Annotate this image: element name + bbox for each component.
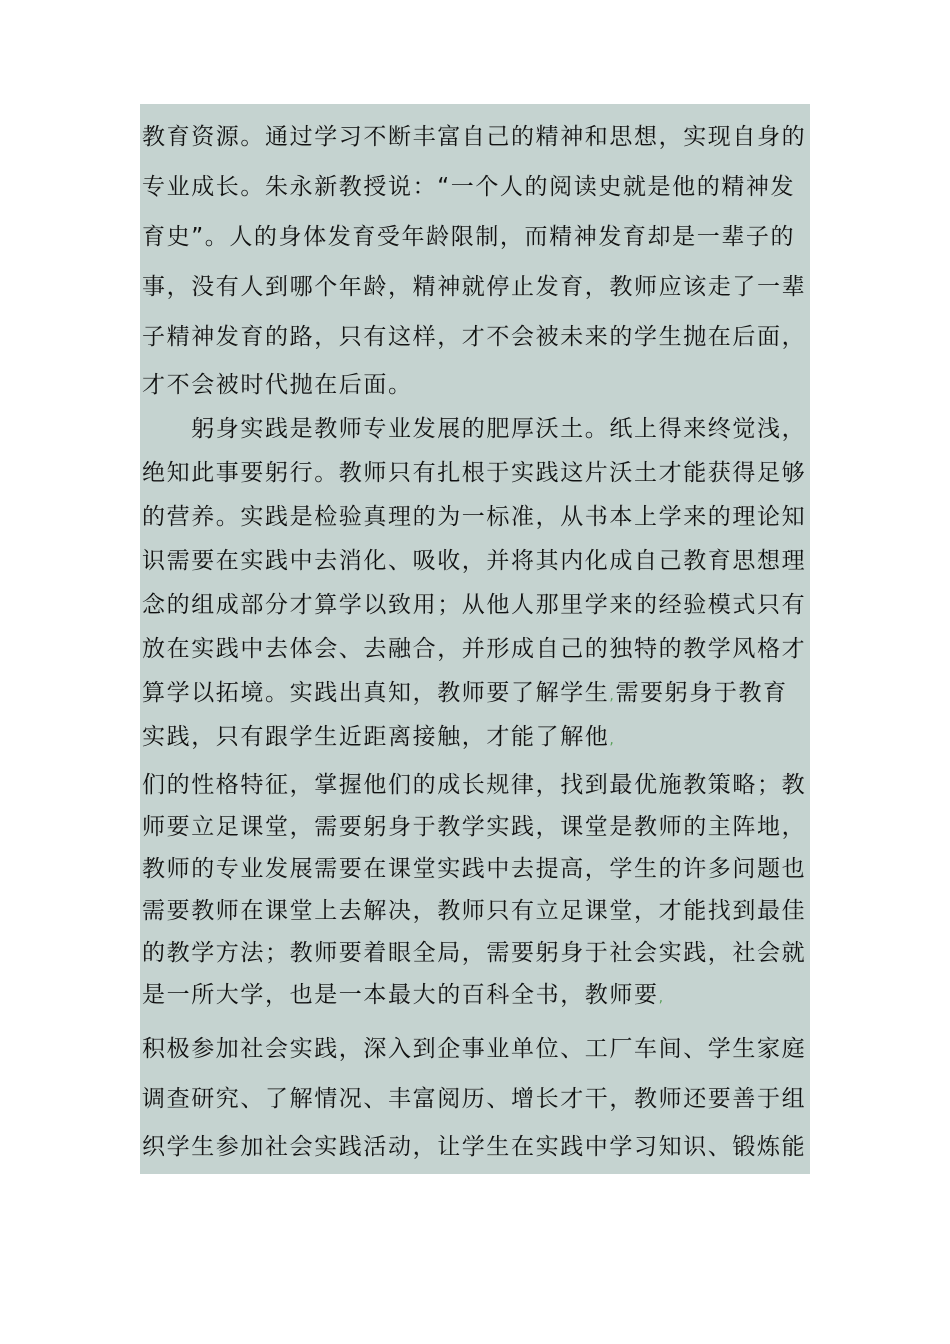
text-line: 教师的专业发展需要在课堂实践中去提高，学生的许多问题也 [142, 856, 807, 882]
stray-mark: , [609, 688, 616, 704]
stray-mark: , [609, 732, 616, 748]
text-line: 事，没有人到哪个年龄，精神就停止发育，教师应该走了一辈 [142, 274, 807, 300]
text-line: 才不会被时代抛在后面。 [142, 372, 413, 398]
text-line: 们的性格特征，掌握他们的成长规律，找到最优施教策略；教 [142, 772, 807, 798]
text-line: 绝知此事要躬行。教师只有扎根于实践这片沃土才能获得足够 [142, 460, 807, 486]
text-line: 专业成长。朱永新教授说：“一个人的阅读史就是他的精神发 [142, 174, 796, 200]
text-run: 实践，只有跟学生近距离接触，才能了解他 [142, 724, 610, 750]
text-run: 需要躬身于教育 [615, 680, 788, 706]
text-block-3 [140, 764, 810, 1012]
text-block-4 [140, 1012, 810, 1174]
text-block-2 [140, 404, 810, 764]
text-run: 算学以拓境。实践出真知，教师要了解学生 [142, 680, 610, 706]
text-line: 教育资源。通过学习不断丰富自己的精神和思想，实现自身的 [142, 124, 807, 150]
text-line: 子精神发育的路，只有这样，才不会被未来的学生抛在后面， [142, 324, 807, 350]
text-block-1 [140, 104, 810, 404]
text-line: 需要教师在课堂上去解决，教师只有立足课堂，才能找到最佳 [142, 898, 807, 924]
text-line: 积极参加社会实践，深入到企事业单位、工厂车间、学生家庭 [142, 1036, 807, 1062]
text-run: 是一所大学，也是一本最大的百科全书，教师要 [142, 982, 659, 1008]
text-line: 念的组成部分才算学以致用；从他人那里学来的经验模式只有 [142, 592, 807, 618]
text-line: 育史”。人的身体发育受年龄限制，而精神发育却是一辈子的 [142, 224, 796, 250]
text-line [142, 722, 615, 755]
text-line: 躬身实践是教师专业发展的肥厚沃土。纸上得来终觉浅， [142, 416, 807, 442]
text-line: 调查研究、了解情况、丰富阅历、增长才干，教师还要善于组 [142, 1086, 807, 1112]
text-line [142, 980, 665, 1012]
text-line: 识需要在实践中去消化、吸收，并将其内化成自己教育思想理 [142, 548, 807, 574]
text-line: 放在实践中去体会、去融合，并形成自己的独特的教学风格才 [142, 636, 807, 662]
text-line: 的营养。实践是检验真理的为一标准，从书本上学来的理论知 [142, 504, 807, 530]
text-line: 师要立足课堂，需要躬身于教学实践，课堂是教师的主阵地， [142, 814, 807, 840]
text-line: 的教学方法；教师要着眼全局，需要躬身于社会实践，社会就 [142, 940, 807, 966]
stray-mark: , [658, 990, 665, 1006]
text-line [142, 678, 788, 711]
text-line: 织学生参加社会实践活动，让学生在实践中学习知识、锻炼能 [142, 1134, 807, 1160]
